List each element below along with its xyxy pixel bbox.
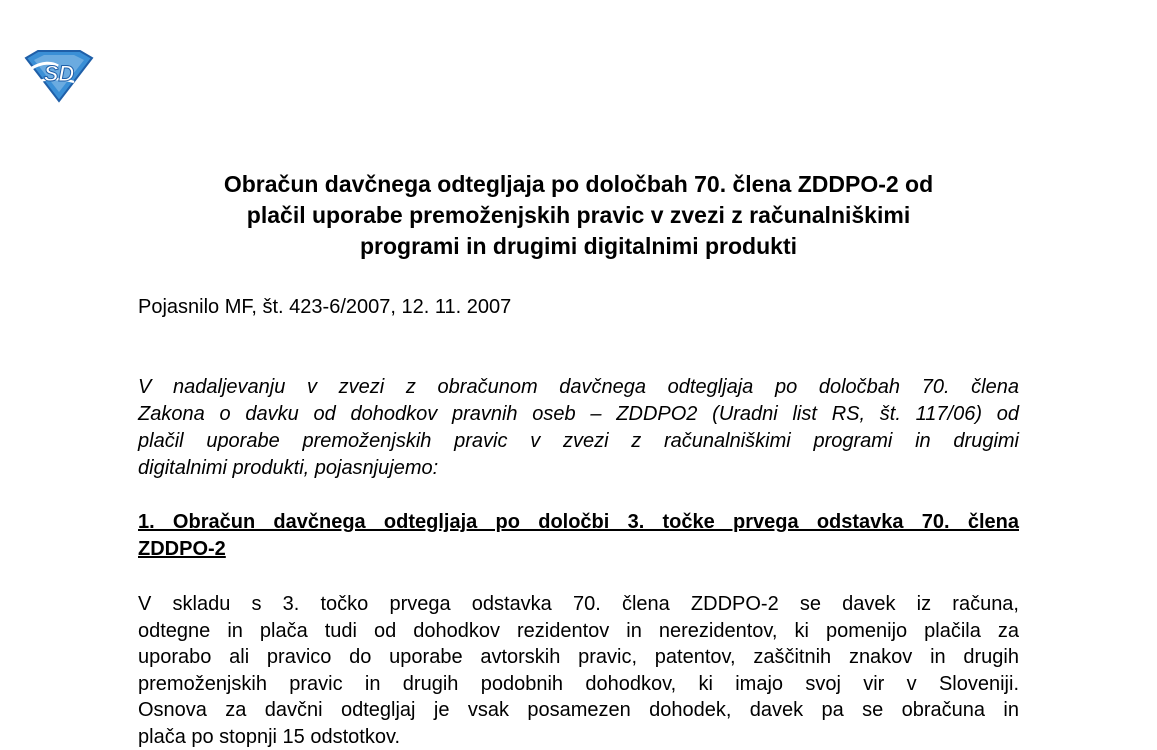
body-line: Osnova za davčni odtegljaj je vsak posamezen dohodek, davek pa se obračuna in bbox=[138, 697, 1019, 724]
body-line: plača po stopnji 15 odstotkov. bbox=[138, 724, 1019, 750]
company-logo bbox=[22, 48, 96, 104]
intro-line: V nadaljevanju v zvezi z obračunom davčnega odtegljaja po določbah 70. člena bbox=[138, 374, 1019, 401]
section-heading bbox=[138, 509, 1019, 563]
document-reference: Pojasnilo MF, št. 423-6/2007, 12. 11. 2007 bbox=[138, 294, 511, 321]
intro-line: Zakona o davku od dohodkov pravnih oseb – ZDDPO2 (Uradni list RS, št. 117/06) od bbox=[138, 401, 1019, 428]
body-line: uporabo ali pravico do uporabe avtorskih pravic, patentov, zaščitnih znakov in drugih bbox=[138, 644, 1019, 671]
intro-paragraph bbox=[138, 374, 1019, 482]
title-line: programi in drugimi digitalnimi produkti bbox=[138, 231, 1019, 262]
body-line: premoženjskih pravic in drugih podobnih dohodkov, ki imajo svoj vir v Sloveniji. bbox=[138, 671, 1019, 698]
body-paragraph bbox=[138, 591, 1019, 750]
intro-line: plačil uporabe premoženjskih pravic v zvezi z računalniškimi programi in drugimi bbox=[138, 428, 1019, 455]
title-line: plačil uporabe premoženjskih pravic v zvezi z računalniškimi bbox=[138, 200, 1019, 231]
intro-line: digitalnimi produkti, pojasnjujemo: bbox=[138, 455, 1019, 482]
logo-lettering: SD bbox=[44, 61, 75, 86]
document-title bbox=[138, 169, 1019, 262]
body-line: V skladu s 3. točko prvega odstavka 70. člena ZDDPO-2 se davek iz računa, bbox=[138, 591, 1019, 618]
title-line: Obračun davčnega odtegljaja po določbah 70. člena ZDDPO-2 od bbox=[138, 169, 1019, 200]
section-heading-line: ZDDPO-2 bbox=[138, 536, 1019, 563]
body-line: odtegne in plača tudi od dohodkov rezidentov in nerezidentov, ki pomenijo plačila za bbox=[138, 618, 1019, 645]
section-heading-line: 1. Obračun davčnega odtegljaja po določbi 3. točke prvega odstavka 70. člena bbox=[138, 509, 1019, 536]
